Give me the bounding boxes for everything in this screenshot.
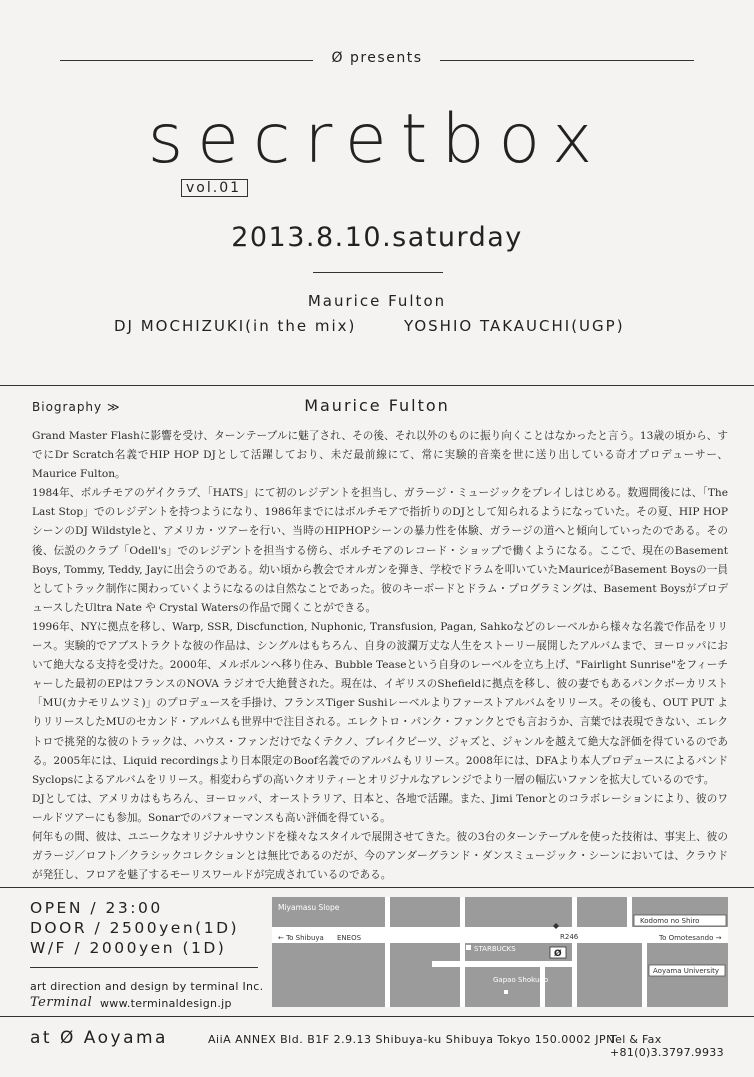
- map-label-venue: Ø: [554, 949, 562, 959]
- map-label-to-shibuya: ← To Shibuya: [278, 934, 324, 942]
- map-block: [272, 943, 385, 1007]
- biography-text: [32, 427, 728, 885]
- biography-label: Biography ≫: [32, 400, 121, 414]
- venue-map: [272, 897, 728, 1007]
- date-underline: [313, 272, 443, 273]
- open-time: OPEN / 23:00: [30, 899, 163, 917]
- bio-paragraph: 1996年、NYに拠点を移し、Warp, SSR, Discfunction, Nuphonic, Transfusion, Pagan, Sahkoなどのレーベルから様々な名義で作品をリリース。実験的でアブストラクトな彼の作品は、シングルはもちろん、自身の波瀾万丈な人生をストーリー展開したアルバムまで、ヨーロッパにおいて絶大なる支持を受けた。2000年、メルボルンへ移り住み、Bubble Teaseという自身のレーベルを立ち上げ、"Fairlight Sunrise"をフィーチャーした最初のEPはフランスのNOVA ラジオで大絶賛された。現在は、イギリスのShefieldに拠点を移し、彼の妻でもあるパンクボーカリスト「MU(カナモリムツミ)」のプロデュースを手掛け、フランスTiger Sushiレーベルよりファーストアルバムをリリース。その後も、OUT PUT よりリリースしたMUのセカンド・アルバムも世界中で注目される。エレクトロ・パンク・ファンクとでも言おうか、言葉では表現できない、エレクトロで挑発的な彼のトラックは、ハウス・ファンだけでなくテクノ、ブレイクビーツ、ジャズと、ジャンルを越えて絶大な評価を得ているのである。2005年には、Liquid recordingsより日本限定のBoof名義でのアルバムもリリース。2008年には、DFAより本人プロデュースによるバンドSyclopsによるアルバムをリリース。相変わらずの高いクオリティーとオリジナルなアレンジでより一層の幅広いファンを拡大しているのです。: [32, 620, 728, 786]
- lineup-artist-1: DJ MOCHIZUKI(in the mix): [114, 317, 357, 335]
- map-label-eneos: ENEOS: [337, 934, 362, 942]
- wf-price: W/F / 2000yen (1D): [30, 939, 227, 957]
- map-block: [465, 967, 540, 1007]
- event-date: 2013.8.10.saturday: [231, 222, 523, 253]
- map-label-miyamasu: Miyamasu Slope: [278, 903, 340, 912]
- presents-line: Ø presents: [331, 50, 423, 66]
- event-title: secretbox: [147, 100, 607, 179]
- map-block: [545, 967, 572, 1007]
- section-divider-top: [0, 385, 754, 386]
- venue-marker-icon: [550, 947, 566, 959]
- bio-paragraph: DJとしては、アメリカはもちろん、ヨーロッパ、オーストラリア、日本と、各地で活躍。また、Jimi Tenorとのコラボレーションにより、彼のワールドツアーにも参加。Sonarでのパフォーマンスも高い評価を得ている。: [32, 792, 728, 824]
- volume-badge: vol.01: [181, 179, 248, 197]
- venue-address: AiiA ANNEX Bld. B1F 2.9.13 Shibuya-ku Shibuya Tokyo 150.0002 JPN: [208, 1033, 615, 1046]
- map-block: [465, 897, 572, 927]
- map-label-gapao: Gapao Shokudo: [493, 976, 549, 984]
- venue-name: at Ø Aoyama: [30, 1028, 168, 1048]
- section-divider-footer: [0, 887, 754, 888]
- bio-paragraph: 何年もの間、彼は、ユニークなオリジナルサウンドを様々なスタイルで展開させてきた。彼の3台のターンテーブルを使った技術は、事実上、彼のガラージ／ロフト／クラシックコレクションとは無比であるのだが、今のアンダーグランド・ダンスミュージック・シーンにおいては、クラウドが発狂し、フロアを魅了するモーリスワールドが完成されているのである。: [32, 830, 728, 882]
- map-label-r246: R246: [560, 933, 579, 941]
- map-label-kodomo: Kodomo no Shiro: [640, 917, 700, 925]
- designer-website[interactable]: www.terminaldesign.jp: [100, 997, 232, 1010]
- map-block: [390, 897, 460, 927]
- map-label-aoyama-university: Aoyama University: [653, 967, 720, 975]
- map-label-to-omotesando: To Omotesando →: [659, 934, 722, 942]
- map-block: [272, 897, 385, 927]
- map-block: [432, 967, 460, 1007]
- door-price: DOOR / 2500yen(1D): [30, 919, 240, 937]
- map-block: [577, 943, 642, 1007]
- venue-telfax: Tel & Fax +81(0)3.3797.9933: [610, 1033, 724, 1059]
- map-block: [577, 897, 627, 927]
- biography-name: Maurice Fulton: [304, 396, 450, 415]
- map-label-starbucks: STARBUCKS: [474, 945, 516, 953]
- bio-paragraph: 1984年、ボルチモアのゲイクラブ、「HATS」にて初のレジデントを担当し、ガラージ・ミュージックをプレイしはじめる。数週間後には、「The Last Stop」でのレジデントを持つようになり、1986年までにはボルチモアで指折りのDJとして知られるようになっていた。その夏、HIP HOPシーンのDJ Wildstyleと、アメリカ・ツアーを行い、当時のHIPHOPシーンの暴力性を体験、ガラージの道へと傾向していったのである。その後、伝説のクラブ「Odell's」でのレジデントを担当する傍ら、ボルチモアのレコード・ショップで働くようになる。ここで、現在のBasement Boys, Tommy, Teddy, Jayに出会うのである。幼い頃から教会でオルガンを弾き、学校でドラムを叩いていたMauriceがBasement Boysの一員としてトラック制作に関わっていくようになるのは自然なことであった。彼のキーボードとドラム・プログラミングは、Basement BoysがプロデュースしたUltra Nate や Crystal Watersの作品で聞くことができる。: [32, 487, 728, 614]
- info-rule: [30, 967, 258, 968]
- design-credit: art direction and design by terminal Inc.: [30, 980, 264, 993]
- lineup-headliner: Maurice Fulton: [307, 292, 447, 310]
- bio-paragraph: Grand Master Flashに影響を受け、ターンテーブルに魅了され、その後、それ以外のものに振り向くことはなかったと言う。13歳の頃から、すでにDr Scratch名義でHIP HOP DJとして活躍しており、未だ最前線にて、常に実験的音楽を世に送り出している奇才プロデューサー、Maurice Fulton。: [32, 430, 728, 481]
- terminal-logo: Terminal: [30, 995, 93, 1010]
- section-divider-bottom: [0, 1016, 754, 1017]
- lineup-artist-2: YOSHIO TAKAUCHI(UGP): [404, 317, 625, 335]
